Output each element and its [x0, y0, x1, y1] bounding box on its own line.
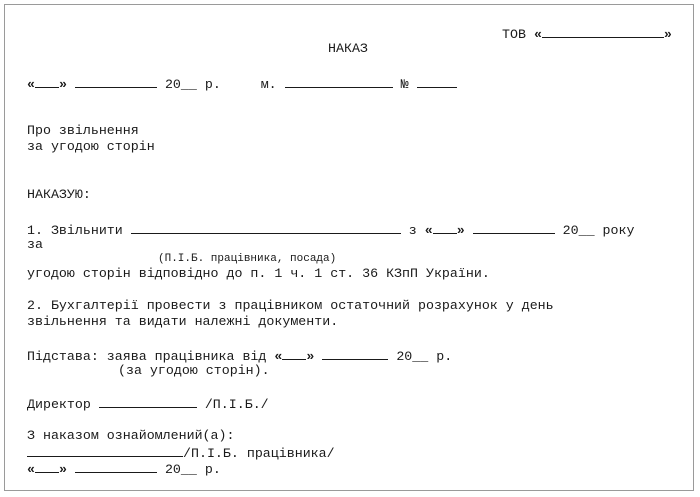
company-line: [502, 25, 672, 43]
item1-start: 1. Звільнити: [27, 223, 123, 238]
company-open-quote: «: [533, 27, 542, 42]
date-day-blank[interactable]: [35, 75, 59, 88]
order-heading: НАКАЗУЮ:: [27, 187, 91, 202]
number-prefix: №: [400, 77, 409, 92]
order-number-blank[interactable]: [417, 75, 457, 88]
city-prefix: м.: [260, 77, 277, 92]
ack-name: /П.І.Б. працівника/: [183, 446, 335, 461]
date-line: [27, 75, 457, 93]
director-label: Директор: [27, 397, 91, 412]
director-name: /П.І.Б./: [204, 397, 269, 412]
document-page: [4, 4, 694, 491]
company-prefix: ТОВ: [502, 27, 526, 42]
grounds-day-blank[interactable]: [282, 347, 306, 360]
item1-basis: угодою сторін відповідно до п. 1 ч. 1 ст. 36 КЗпП України.: [27, 266, 490, 281]
item1-line: [27, 221, 634, 239]
employee-hint: (П.І.Б. працівника, посада): [158, 253, 337, 265]
date-year: 20__ р.: [164, 77, 221, 92]
ack-month-blank[interactable]: [75, 460, 157, 473]
document-title: НАКАЗ: [328, 41, 368, 56]
item1-from: з: [408, 223, 417, 238]
subject-line-2: за угодою сторін: [27, 139, 155, 154]
item1-wrap: за: [27, 237, 43, 252]
director-signature-blank[interactable]: [99, 395, 197, 408]
ack-label: З наказом ознайомлений(а):: [27, 428, 235, 443]
subject-line-1: Про звільнення: [27, 123, 139, 138]
employee-blank[interactable]: [131, 221, 401, 234]
grounds-year: 20__ р.: [396, 349, 453, 364]
grounds-label: Підстава: заява працівника від: [27, 349, 267, 364]
ack-year: 20__ р.: [164, 462, 221, 477]
grounds-open-quote: «: [274, 349, 283, 364]
dismissal-open-quote: «: [424, 223, 433, 238]
dismissal-month-blank[interactable]: [473, 221, 555, 234]
director-line: [27, 395, 269, 413]
item2-line-2: звільнення та видати належні документи.: [27, 314, 339, 329]
grounds-note: (за угодою сторін).: [118, 363, 270, 378]
ack-signature-blank[interactable]: [27, 444, 183, 457]
grounds-close-quote: »: [306, 349, 315, 364]
ack-close-quote: »: [58, 462, 67, 477]
ack-open-quote: «: [27, 462, 35, 477]
dismissal-day-blank[interactable]: [433, 221, 457, 234]
company-close-quote: »: [663, 27, 672, 42]
date-month-blank[interactable]: [75, 75, 157, 88]
city-blank[interactable]: [285, 75, 393, 88]
ack-date-line: [27, 460, 221, 478]
grounds-month-blank[interactable]: [322, 347, 388, 360]
dismissal-close-quote: »: [456, 223, 465, 238]
date-close-quote: »: [58, 77, 67, 92]
dismissal-year: 20__ року: [562, 223, 635, 238]
company-name-blank[interactable]: [542, 25, 664, 38]
item2-line-1: 2. Бухгалтерії провести з працівником остаточний розрахунок у день: [27, 298, 554, 313]
ack-day-blank[interactable]: [35, 460, 59, 473]
date-open-quote: «: [27, 77, 35, 92]
